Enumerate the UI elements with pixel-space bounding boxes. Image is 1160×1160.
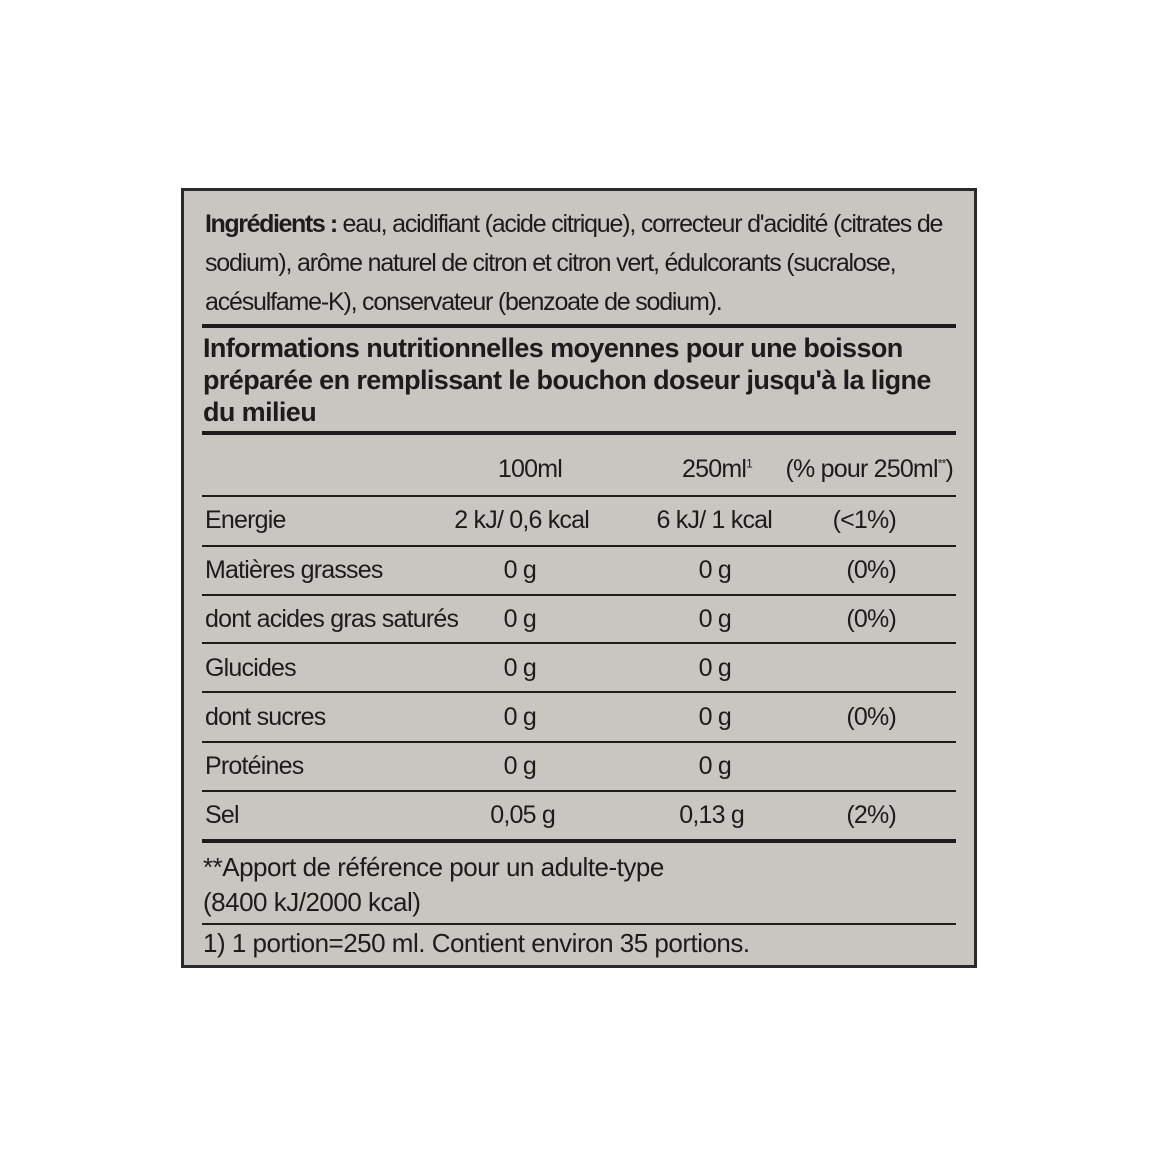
- row-sel-per250: 0,13 g: [679, 801, 744, 829]
- row-acides-gras-satures-per250: 0 g: [698, 605, 731, 633]
- table-bottom-divider: [202, 839, 956, 843]
- reference-footnote-line1: **Apport de référence pour un adulte-type: [203, 852, 664, 882]
- row-sel-name: Sel: [205, 801, 239, 829]
- footnote-divider: [202, 923, 956, 925]
- portion-footnote: 1) 1 portion=250 ml. Contient environ 35 portions.: [203, 928, 750, 958]
- header-250ml-footnote-marker: 1: [746, 456, 752, 471]
- row-divider: [202, 545, 956, 547]
- ingredients-text: eau, acidifiant (acide citrique), correcteur d'acidité (citrates de sodium), arôme naturel de citron et citron vert, édulcorants (sucralose, acésulfame-K), conservateur (benzoate de sodium).: [205, 210, 943, 316]
- row-energie-per250: 6 kJ/ 1 kcal: [656, 506, 772, 534]
- row-sel-pct: (2%): [846, 801, 896, 829]
- row-sucres-per100: 0 g: [503, 703, 536, 731]
- ingredients-paragraph: [205, 205, 965, 322]
- row-sucres-pct: (0%): [846, 703, 896, 731]
- reference-footnote-line2: (8400 kJ/2000 kcal): [203, 887, 421, 917]
- title-divider: [202, 431, 956, 435]
- row-energie-per100: 2 kJ/ 0,6 kcal: [454, 506, 589, 534]
- row-divider: [202, 790, 956, 792]
- row-proteines-per100: 0 g: [503, 752, 536, 780]
- row-divider: [202, 642, 956, 644]
- row-matieres-grasses-per250: 0 g: [698, 556, 731, 584]
- row-glucides-per100: 0 g: [503, 654, 536, 682]
- nutrition-label-panel: [181, 188, 977, 968]
- row-glucides-name: Glucides: [205, 654, 296, 682]
- row-sucres-name: dont sucres: [205, 703, 326, 731]
- ingredients-label: Ingrédients :: [205, 210, 337, 238]
- row-divider: [202, 594, 956, 596]
- header-250ml: $250ml^1$: [682, 455, 752, 483]
- row-matieres-grasses-pct: (0%): [846, 556, 896, 584]
- header-percent-footnote-marker: **: [937, 456, 946, 471]
- row-acides-gras-satures-per100: 0 g: [503, 605, 536, 633]
- row-energie-name: Energie: [205, 506, 286, 534]
- row-proteines-per250: 0 g: [698, 752, 731, 780]
- header-percent: (% pour 250ml**): [785, 455, 953, 483]
- row-acides-gras-satures-name: dont acides gras saturés: [205, 605, 459, 633]
- row-acides-gras-satures-pct: (0%): [846, 605, 896, 633]
- row-sel-per100: 0,05 g: [490, 801, 555, 829]
- row-glucides-per250: 0 g: [698, 654, 731, 682]
- row-matieres-grasses-per100: 0 g: [503, 556, 536, 584]
- row-proteines-name: Protéines: [205, 752, 304, 780]
- row-sucres-per250: 0 g: [698, 703, 731, 731]
- nutrition-title: Informations nutritionnelles moyennes pour une boisson préparée en remplissant le bouchon doseur jusqu'à la ligne du milieu: [203, 333, 931, 427]
- row-energie-pct: (<1%): [832, 506, 896, 534]
- row-divider: [202, 495, 956, 497]
- header-100ml: 100ml: [497, 455, 562, 483]
- row-matieres-grasses-name: Matières grasses: [205, 556, 383, 584]
- row-divider: [202, 741, 956, 743]
- section-divider: [202, 324, 956, 328]
- row-divider: [202, 691, 956, 693]
